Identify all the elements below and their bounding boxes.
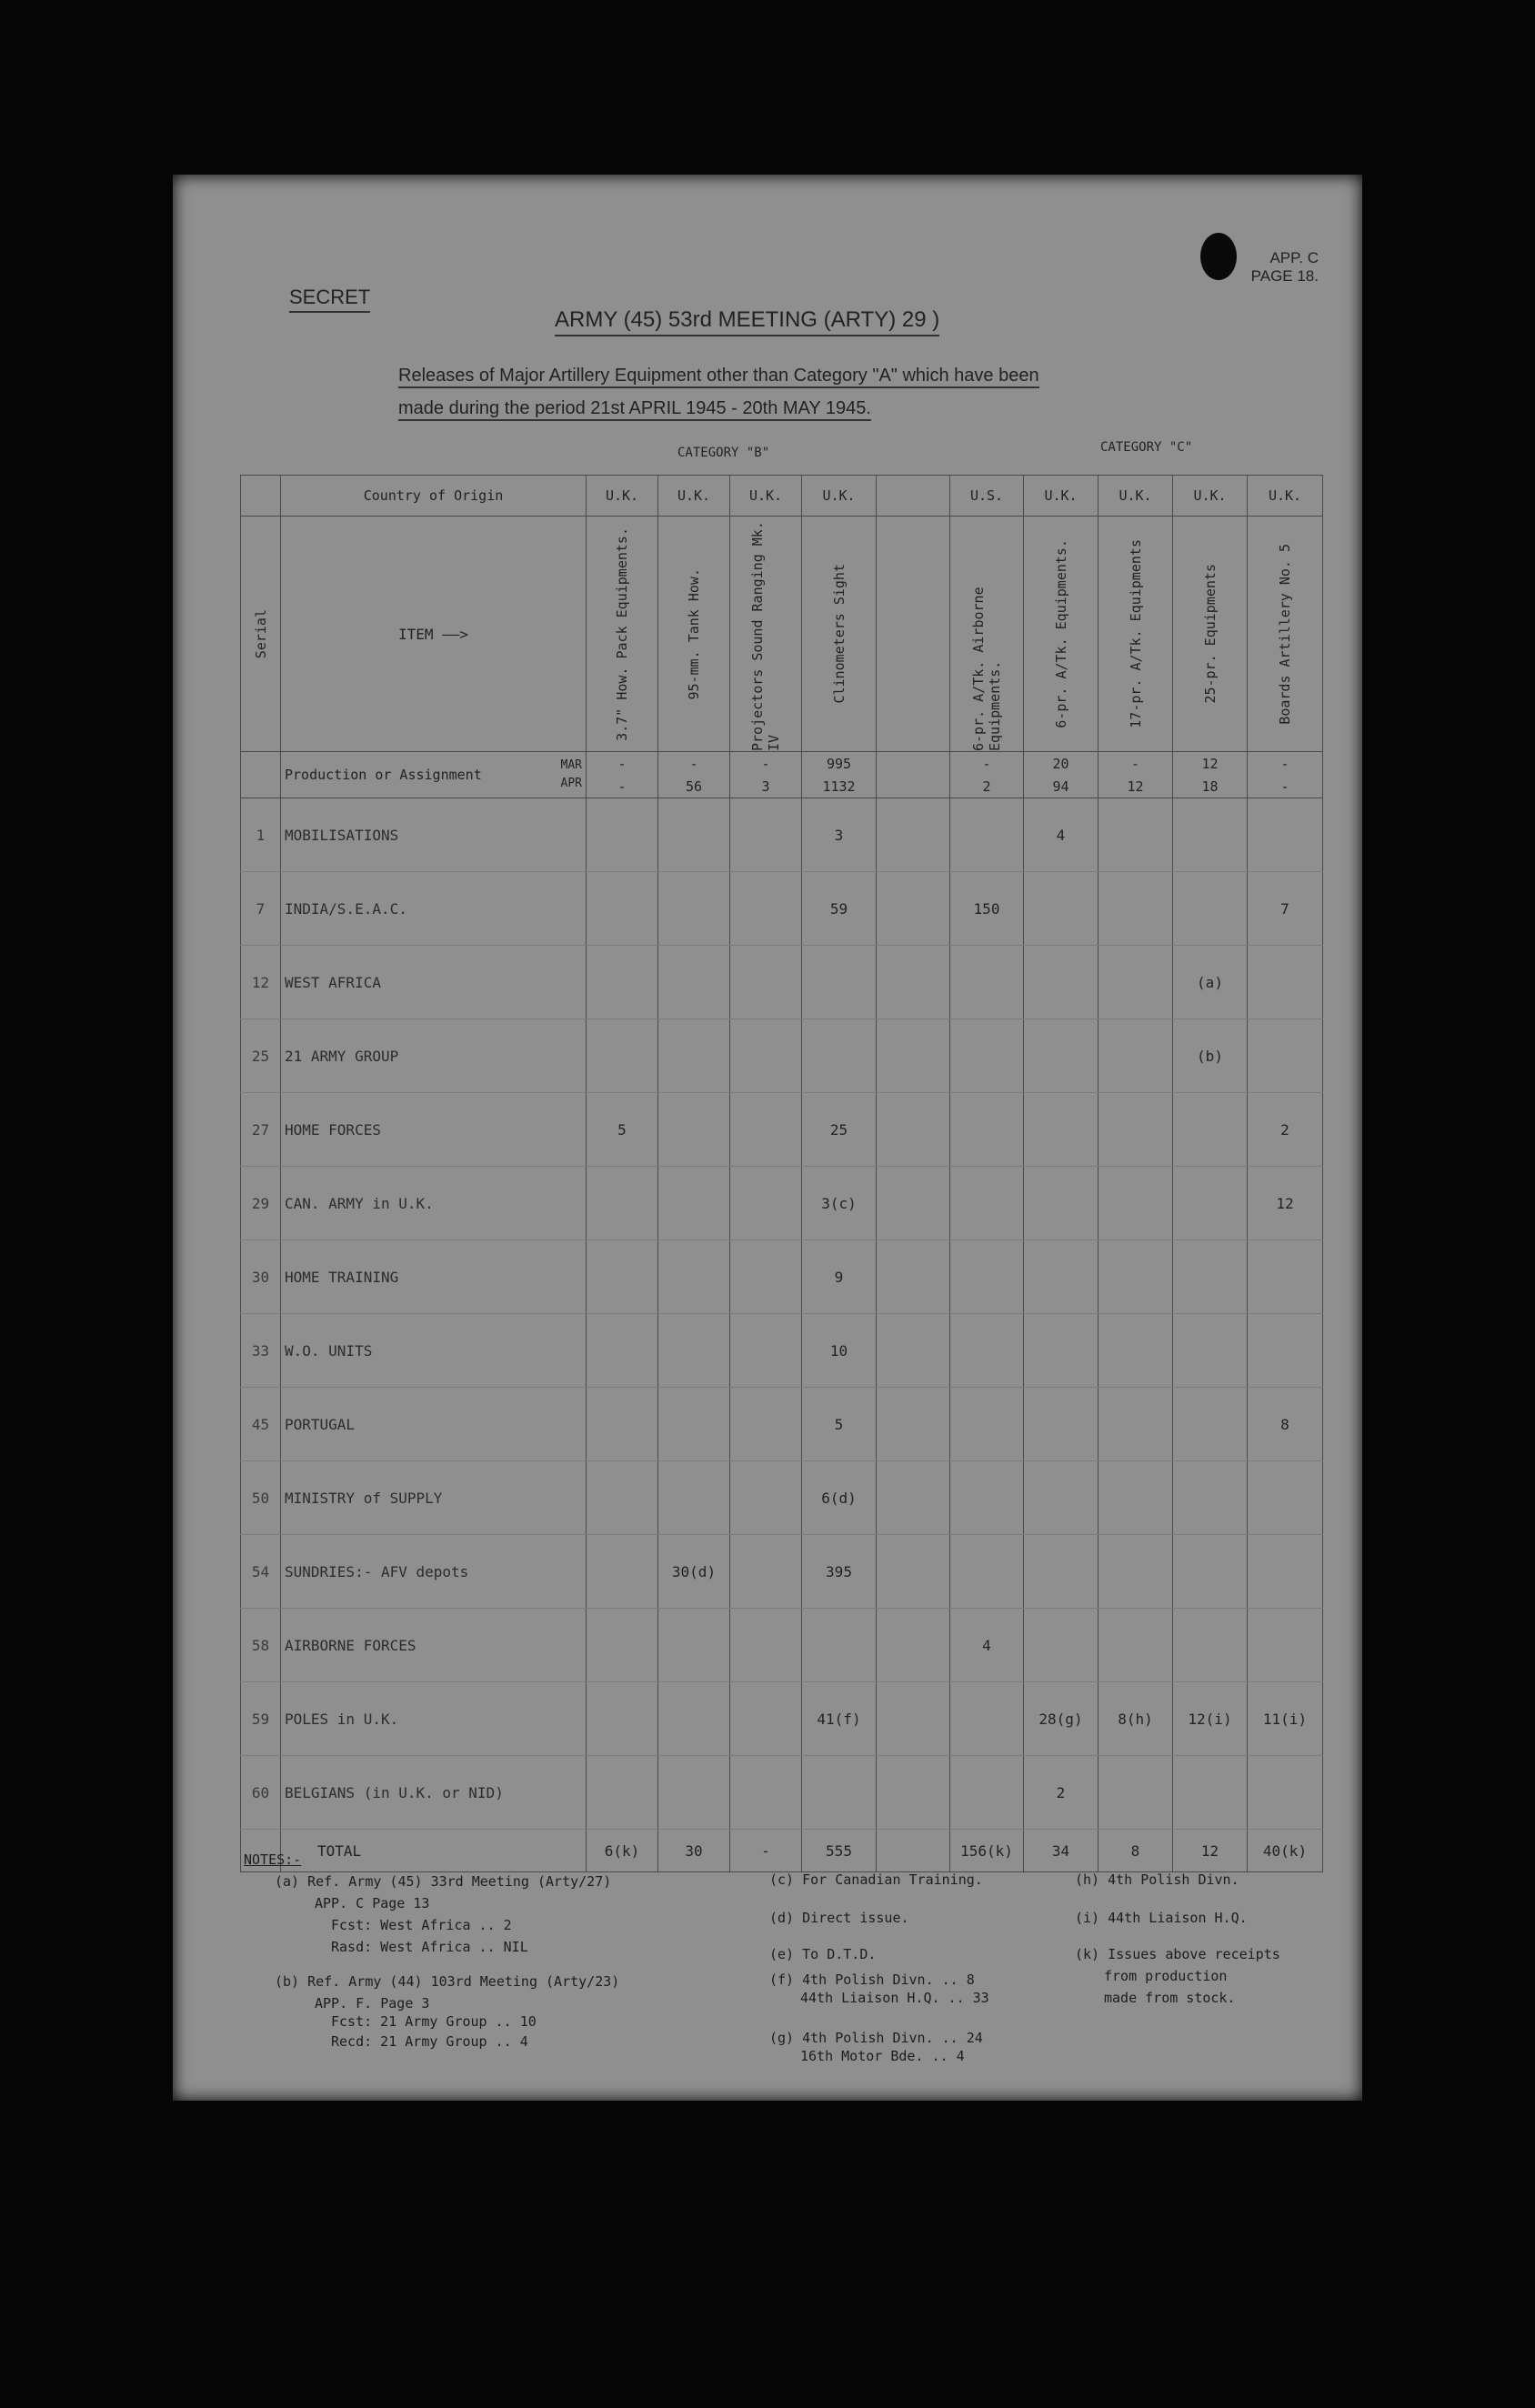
row-value: 7	[1248, 872, 1323, 946]
column-header-text: 17-pr. A/Tk. Equipments	[1127, 539, 1144, 728]
row-serial: 25	[241, 1019, 281, 1093]
row-value	[950, 1756, 1024, 1830]
row-value: 5	[587, 1093, 658, 1167]
row-value: 4	[1024, 798, 1099, 872]
row-item: SUNDRIES:- AFV depots	[281, 1535, 587, 1609]
document-sheet	[173, 175, 1362, 2101]
row-serial: 7	[241, 872, 281, 946]
country-cell: U.K.	[1099, 476, 1173, 517]
country-cell: U.S.	[950, 476, 1024, 517]
row-value	[1173, 1461, 1248, 1535]
row-item: W.O. UNITS	[281, 1314, 587, 1388]
row-value	[877, 946, 950, 1019]
row-value	[1173, 798, 1248, 872]
country-cell: U.K.	[802, 476, 877, 517]
row-value	[587, 1240, 658, 1314]
table-row	[241, 872, 1323, 946]
subtitle-line-2: made during the period 21st APRIL 1945 - 20th MAY 1945.	[398, 398, 871, 421]
row-value	[658, 1388, 730, 1461]
production-mar-value: 12	[1201, 755, 1219, 772]
production-mar-value: -	[617, 755, 627, 772]
row-value: 2	[1248, 1093, 1323, 1167]
row-item: HOME FORCES	[281, 1093, 587, 1167]
row-value	[730, 946, 802, 1019]
row-value	[950, 946, 1024, 1019]
note-f-line-2: 44th Liaison H.Q. .. 33	[800, 1990, 989, 2006]
note-k-line-3: made from stock.	[1104, 1990, 1236, 2006]
row-value	[877, 798, 950, 872]
country-of-origin-label: Country of Origin	[281, 476, 587, 517]
row-value	[1099, 1461, 1173, 1535]
production-mar-value: -	[1280, 755, 1289, 772]
column-header	[587, 517, 658, 752]
row-serial: 54	[241, 1535, 281, 1609]
production-cell	[1099, 752, 1173, 798]
country-cell: U.K.	[1248, 476, 1323, 517]
row-value	[587, 1388, 658, 1461]
production-apr-value: -	[617, 778, 627, 795]
country-cell: U.K.	[1024, 476, 1099, 517]
note-a-line-3: Fcst: West Africa .. 2	[331, 1917, 512, 1933]
total-value: 34	[1024, 1830, 1099, 1872]
table-row	[241, 1167, 1323, 1240]
row-value	[587, 946, 658, 1019]
row-value	[730, 1388, 802, 1461]
production-cell	[658, 752, 730, 798]
row-value	[1024, 1019, 1099, 1093]
column-header-text: 6-pr. A/Tk. Equipments.	[1052, 539, 1069, 728]
total-value: 6(k)	[587, 1830, 658, 1872]
row-value	[1099, 1314, 1173, 1388]
production-apr-value: -	[1280, 778, 1289, 795]
row-value	[877, 1756, 950, 1830]
row-value	[1173, 1388, 1248, 1461]
row-value	[658, 1167, 730, 1240]
row-value	[950, 1019, 1024, 1093]
row-value	[1248, 1240, 1323, 1314]
row-value	[1173, 872, 1248, 946]
row-value	[658, 1314, 730, 1388]
row-value	[658, 1682, 730, 1756]
row-value	[1099, 946, 1173, 1019]
row-value	[802, 1609, 877, 1682]
note-e: (e) To D.T.D.	[769, 1946, 877, 1962]
row-value	[1099, 872, 1173, 946]
row-value	[587, 872, 658, 946]
row-value	[950, 1314, 1024, 1388]
table-row	[241, 1388, 1323, 1461]
column-header-text: 6-pr. A/Tk. Airborne Equipments.	[970, 587, 1003, 751]
row-value	[587, 1756, 658, 1830]
row-value	[587, 1167, 658, 1240]
row-value	[877, 1535, 950, 1609]
table-row	[241, 1019, 1323, 1093]
production-apr-value: 56	[685, 778, 703, 795]
column-header	[950, 517, 1024, 752]
column-header-text: 25-pr. Equipments	[1201, 564, 1219, 704]
row-value	[1024, 1240, 1099, 1314]
row-value	[877, 1682, 950, 1756]
production-cell	[730, 752, 802, 798]
table-row	[241, 1461, 1323, 1535]
row-value: (a)	[1173, 946, 1248, 1019]
row-value	[730, 1461, 802, 1535]
row-value	[950, 1240, 1024, 1314]
production-cell	[587, 752, 658, 798]
production-apr-label: APR	[560, 777, 582, 790]
row-value	[877, 1093, 950, 1167]
column-header-text: Projectors Sound Ranging Mk. IV	[749, 521, 782, 751]
row-value	[877, 1609, 950, 1682]
row-value	[877, 1240, 950, 1314]
column-header-text: 95-mm. Tank How.	[686, 567, 702, 700]
row-value	[1248, 1461, 1323, 1535]
production-cell	[1248, 752, 1323, 798]
note-k-line-1: (k) Issues above receipts	[1075, 1946, 1280, 1962]
row-value	[802, 1019, 877, 1093]
production-apr-value: 1132	[822, 778, 856, 795]
row-value: 6(d)	[802, 1461, 877, 1535]
table-row	[241, 1682, 1323, 1756]
row-value	[658, 1019, 730, 1093]
row-value	[730, 1019, 802, 1093]
note-g-line-2: 16th Motor Bde. .. 4	[800, 2048, 965, 2064]
row-value: 5	[802, 1388, 877, 1461]
row-value	[730, 798, 802, 872]
row-value	[1173, 1240, 1248, 1314]
production-mar-value: -	[689, 755, 698, 772]
row-value: (b)	[1173, 1019, 1248, 1093]
row-value: 395	[802, 1535, 877, 1609]
row-value: 8	[1248, 1388, 1323, 1461]
row-value: 41(f)	[802, 1682, 877, 1756]
row-value	[658, 946, 730, 1019]
table-row	[241, 1093, 1323, 1167]
row-value	[587, 1682, 658, 1756]
appendix-line-1: APP. C	[1269, 249, 1319, 266]
row-value	[658, 872, 730, 946]
production-cell	[950, 752, 1024, 798]
row-value: 28(g)	[1024, 1682, 1099, 1756]
row-value: 12	[1248, 1167, 1323, 1240]
table-row	[241, 1240, 1323, 1314]
row-value	[730, 1314, 802, 1388]
production-apr-value: 94	[1052, 778, 1069, 795]
row-value: 12(i)	[1173, 1682, 1248, 1756]
production-label: Production or Assignment	[285, 767, 482, 783]
subtitle-line-1: Releases of Major Artillery Equipment other than Category "A" which have been	[398, 366, 1039, 388]
row-value: 25	[802, 1093, 877, 1167]
row-value	[730, 872, 802, 946]
production-apr-value: 3	[761, 778, 770, 795]
row-value	[658, 1609, 730, 1682]
row-value	[587, 1019, 658, 1093]
row-value	[1099, 1019, 1173, 1093]
production-apr-value: 18	[1201, 778, 1219, 795]
note-a-line-4: Rasd: West Africa .. NIL	[331, 1939, 528, 1955]
production-row	[241, 752, 1323, 798]
table-row	[241, 1609, 1323, 1682]
column-header-row	[241, 517, 1323, 752]
row-value	[1024, 1167, 1099, 1240]
note-b-line-4: Recd: 21 Army Group .. 4	[331, 2033, 528, 2050]
column-header	[802, 517, 877, 752]
production-mar-value: -	[1130, 755, 1140, 772]
row-value	[1248, 1019, 1323, 1093]
column-header	[1173, 517, 1248, 752]
note-i: (i) 44th Liaison H.Q.	[1075, 1910, 1248, 1926]
row-value	[1024, 946, 1099, 1019]
row-value	[658, 1093, 730, 1167]
country-of-origin-row	[241, 476, 1323, 517]
note-k-line-2: from production	[1104, 1968, 1228, 1984]
row-serial: 50	[241, 1461, 281, 1535]
row-value	[950, 798, 1024, 872]
row-value	[1173, 1167, 1248, 1240]
total-value: 156(k)	[950, 1830, 1024, 1872]
note-f-line-1: (f) 4th Polish Divn. .. 8	[769, 1972, 975, 1988]
production-mar-value: -	[982, 755, 991, 772]
row-serial: 1	[241, 798, 281, 872]
note-b-line-3: Fcst: 21 Army Group .. 10	[331, 2013, 537, 2030]
row-item: PORTUGAL	[281, 1388, 587, 1461]
row-value	[730, 1240, 802, 1314]
row-value: 2	[1024, 1756, 1099, 1830]
row-item: POLES in U.K.	[281, 1682, 587, 1756]
country-cell: U.K.	[730, 476, 802, 517]
country-cell: U.K.	[1173, 476, 1248, 517]
country-cell: U.K.	[587, 476, 658, 517]
row-value	[1173, 1756, 1248, 1830]
row-value	[877, 872, 950, 946]
total-value: 555	[802, 1830, 877, 1872]
row-value	[658, 1756, 730, 1830]
note-c: (c) For Canadian Training.	[769, 1871, 983, 1888]
production-mar-value: 20	[1052, 755, 1069, 772]
row-value	[658, 1240, 730, 1314]
total-label: TOTAL	[281, 1830, 587, 1872]
note-d: (d) Direct issue.	[769, 1910, 909, 1926]
production-cell	[877, 752, 950, 798]
production-mar-label: MAR	[560, 758, 582, 772]
table-row	[241, 946, 1323, 1019]
total-value: 8	[1099, 1830, 1173, 1872]
row-value	[730, 1167, 802, 1240]
row-value	[950, 1093, 1024, 1167]
table-row	[241, 1535, 1323, 1609]
production-mar-value: -	[761, 755, 770, 772]
row-value	[950, 1535, 1024, 1609]
row-value: 3(c)	[802, 1167, 877, 1240]
row-value	[1024, 872, 1099, 946]
note-b-line-2: APP. F. Page 3	[315, 1995, 430, 2012]
row-value: 11(i)	[1248, 1682, 1323, 1756]
appendix-reference	[1164, 249, 1319, 286]
row-serial: 12	[241, 946, 281, 1019]
row-value	[1173, 1535, 1248, 1609]
row-value	[1024, 1388, 1099, 1461]
row-value	[950, 1167, 1024, 1240]
row-item: HOME TRAINING	[281, 1240, 587, 1314]
country-serial-blank	[241, 476, 281, 517]
production-cell	[802, 752, 877, 798]
row-value	[950, 1388, 1024, 1461]
production-mar-value: 995	[826, 755, 852, 772]
country-cell	[877, 476, 950, 517]
column-header	[1099, 517, 1173, 752]
row-value	[587, 1609, 658, 1682]
total-value: 12	[1173, 1830, 1248, 1872]
category-c-label: CATEGORY "C"	[1100, 440, 1193, 455]
production-label-cell	[281, 752, 587, 798]
note-g-line-1: (g) 4th Polish Divn. .. 24	[769, 2030, 983, 2046]
row-value	[730, 1093, 802, 1167]
row-value	[1099, 1388, 1173, 1461]
column-header	[1248, 517, 1323, 752]
releases-table	[240, 475, 1323, 1872]
row-value	[950, 1682, 1024, 1756]
page-title: ARMY (45) 53rd MEETING (ARTY) 29 )	[555, 307, 939, 336]
note-a-line-1: (a) Ref. Army (45) 33rd Meeting (Arty/27)	[275, 1873, 612, 1890]
notes-section	[240, 1850, 1331, 2086]
row-value	[1024, 1314, 1099, 1388]
row-value	[730, 1535, 802, 1609]
row-value	[802, 1756, 877, 1830]
total-value: -	[730, 1830, 802, 1872]
row-value	[1099, 1093, 1173, 1167]
row-value	[802, 946, 877, 1019]
row-value	[1024, 1535, 1099, 1609]
production-apr-value: 2	[982, 778, 991, 795]
row-value	[587, 1535, 658, 1609]
notes-heading: NOTES:-	[244, 1851, 302, 1868]
row-value: 4	[950, 1609, 1024, 1682]
country-cell: U.K.	[658, 476, 730, 517]
row-value	[1248, 1756, 1323, 1830]
row-item: BELGIANS (in U.K. or NID)	[281, 1756, 587, 1830]
row-value: 59	[802, 872, 877, 946]
row-value	[877, 1019, 950, 1093]
row-value: 9	[802, 1240, 877, 1314]
item-header: ITEM ——>	[281, 517, 587, 752]
row-serial: 60	[241, 1756, 281, 1830]
row-value	[1099, 1535, 1173, 1609]
row-value	[658, 798, 730, 872]
row-value	[1173, 1093, 1248, 1167]
column-header-text: Clinometers Sight	[830, 564, 848, 704]
column-header	[877, 517, 950, 752]
production-serial-blank	[241, 752, 281, 798]
row-value	[877, 1314, 950, 1388]
row-value	[1099, 1756, 1173, 1830]
column-header	[658, 517, 730, 752]
row-value	[1248, 946, 1323, 1019]
note-h: (h) 4th Polish Divn.	[1075, 1871, 1239, 1888]
row-value: 8(h)	[1099, 1682, 1173, 1756]
row-value	[658, 1461, 730, 1535]
row-item: WEST AFRICA	[281, 946, 587, 1019]
row-value	[1024, 1093, 1099, 1167]
row-value	[1099, 1240, 1173, 1314]
row-value	[730, 1682, 802, 1756]
row-value	[877, 1167, 950, 1240]
row-value	[1024, 1461, 1099, 1535]
row-value	[950, 1461, 1024, 1535]
appendix-line-2: PAGE 18.	[1250, 267, 1319, 285]
row-serial: 45	[241, 1388, 281, 1461]
total-value: 40(k)	[1248, 1830, 1323, 1872]
row-serial: 27	[241, 1093, 281, 1167]
row-value: 3	[802, 798, 877, 872]
row-value	[877, 1388, 950, 1461]
row-serial: 30	[241, 1240, 281, 1314]
row-value: 150	[950, 872, 1024, 946]
row-value	[587, 1461, 658, 1535]
row-item: MOBILISATIONS	[281, 798, 587, 872]
category-b-label: CATEGORY "B"	[677, 446, 770, 460]
note-b-line-1: (b) Ref. Army (44) 103rd Meeting (Arty/23)	[275, 1973, 620, 1990]
table-row	[241, 798, 1323, 872]
row-value	[1248, 1535, 1323, 1609]
row-serial: 29	[241, 1167, 281, 1240]
production-cell	[1173, 752, 1248, 798]
row-value	[1024, 1609, 1099, 1682]
row-value	[587, 1314, 658, 1388]
row-value	[1099, 1167, 1173, 1240]
row-value	[1099, 798, 1173, 872]
row-item: INDIA/S.E.A.C.	[281, 872, 587, 946]
production-cell	[1024, 752, 1099, 798]
row-value	[1099, 1609, 1173, 1682]
row-value: 10	[802, 1314, 877, 1388]
row-serial: 58	[241, 1609, 281, 1682]
table-row	[241, 1756, 1323, 1830]
row-serial: 59	[241, 1682, 281, 1756]
secret-label: SECRET	[289, 286, 370, 313]
row-item: AIRBORNE FORCES	[281, 1609, 587, 1682]
row-value	[1173, 1314, 1248, 1388]
row-value	[1248, 1314, 1323, 1388]
row-item: CAN. ARMY in U.K.	[281, 1167, 587, 1240]
column-header-text: Boards Artillery No. 5	[1277, 543, 1293, 725]
row-item: 21 ARMY GROUP	[281, 1019, 587, 1093]
column-header	[730, 517, 802, 752]
row-item: MINISTRY of SUPPLY	[281, 1461, 587, 1535]
row-value	[730, 1609, 802, 1682]
row-serial: 33	[241, 1314, 281, 1388]
serial-label: Serial	[252, 608, 269, 659]
production-apr-value: 12	[1127, 778, 1144, 795]
row-value	[877, 1461, 950, 1535]
row-value	[730, 1756, 802, 1830]
row-value	[587, 798, 658, 872]
column-header	[1024, 517, 1099, 752]
table-row	[241, 1314, 1323, 1388]
serial-header	[241, 517, 281, 752]
column-header-text: 3.7" How. Pack Equipments.	[614, 527, 630, 741]
total-value: 30	[658, 1830, 730, 1872]
row-value	[1173, 1609, 1248, 1682]
note-a-line-2: APP. C Page 13	[315, 1895, 430, 1911]
row-value	[1248, 798, 1323, 872]
row-value: 30(d)	[658, 1535, 730, 1609]
row-value	[1248, 1609, 1323, 1682]
